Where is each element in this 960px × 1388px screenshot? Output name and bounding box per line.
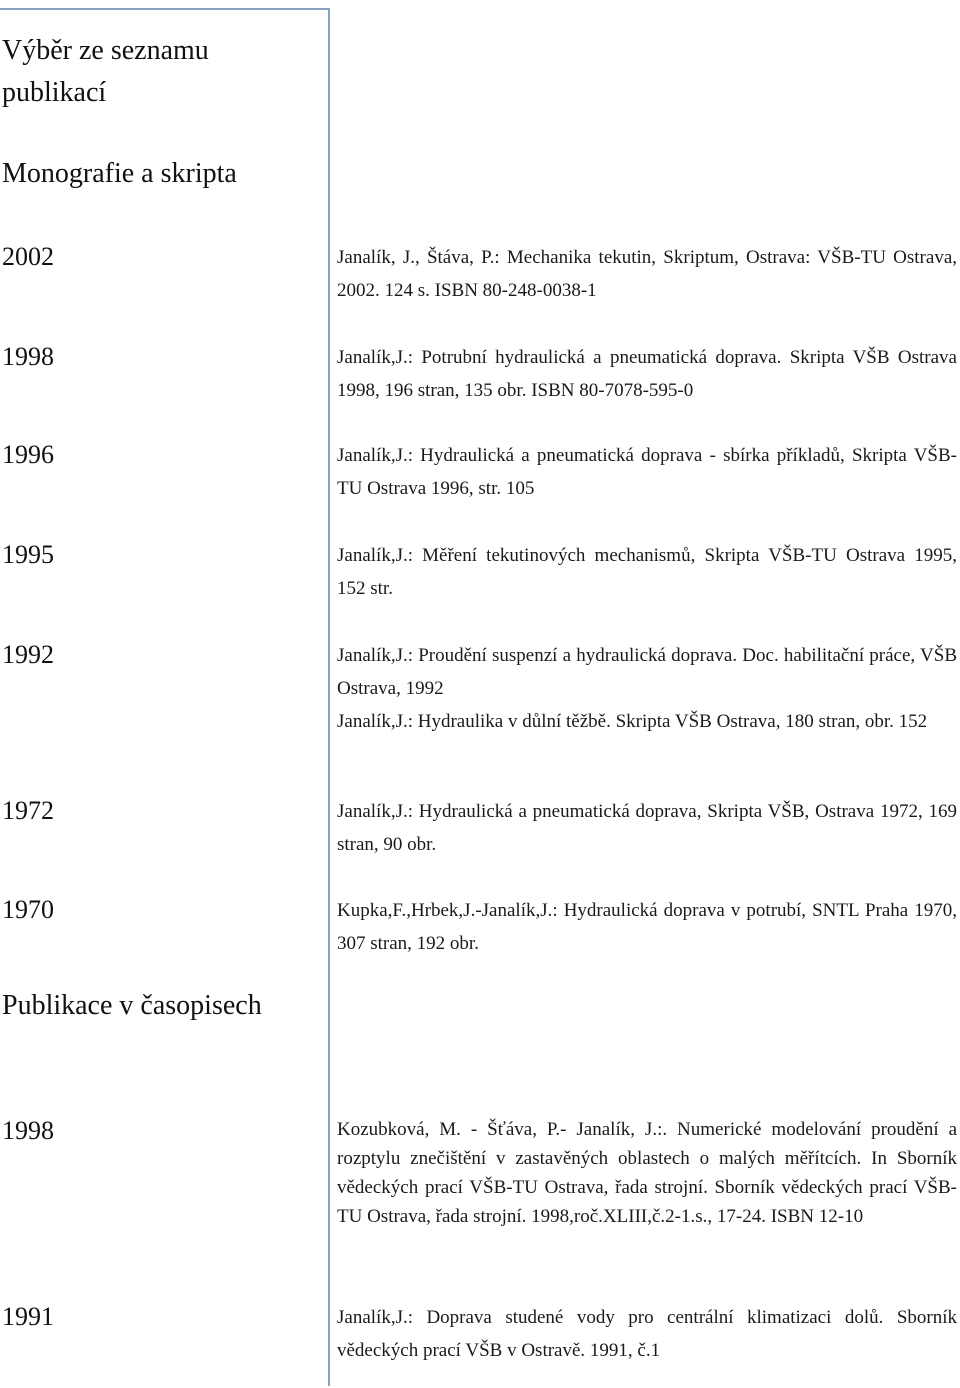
section-heading-casopisy: Publikace v časopisech (2, 990, 262, 1021)
publication-text: Kupka,F.,Hrbek,J.-Janalík,J.: Hydraulická doprava v potrubí, SNTL Praha 1970, 307 stran, 192 obr. (337, 900, 957, 954)
entry-year: 1996 (2, 440, 54, 469)
publication-entry (337, 1115, 957, 1231)
page-title-line1: Výběr ze seznamu (2, 35, 209, 66)
entry-year: 1970 (2, 895, 54, 924)
entry-year: 1998 (2, 1116, 54, 1145)
entry-year: 2002 (2, 242, 54, 271)
publication-text: Janalík,J.: Potrubní hydraulická a pneumatická doprava. Skripta VŠB Ostrava 1998, 196 stran, 135 obr. ISBN 80-7078-595-0 (337, 347, 957, 401)
publication-entry (337, 539, 957, 605)
publication-text: Janalík,J.: Hydraulická a pneumatická doprava, Skripta VŠB, Ostrava 1972, 169 stran, 90 obr. (337, 801, 957, 855)
publication-text: Janalík,J.: Hydraulika v důlní těžbě. Skripta VŠB Ostrava, 180 stran, obr. 152 (337, 711, 928, 732)
publication-entry (337, 439, 957, 505)
entry-year: 1972 (2, 796, 54, 825)
publication-entry (337, 341, 957, 407)
section-heading-monografie: Monografie a skripta (2, 158, 237, 189)
publication-entry (337, 1301, 957, 1367)
publication-text: Janalík,J.: Měření tekutinových mechanismů, Skripta VŠB-TU Ostrava 1995, 152 str. (337, 545, 957, 599)
publication-entry (337, 639, 957, 738)
publication-text: Janalík,J.: Doprava studené vody pro centrální klimatizaci dolů. Sborník vědeckých prací VŠB v Ostravě. 1991, č.1 (337, 1307, 957, 1361)
entry-year: 1992 (2, 640, 54, 669)
publication-text: Janalík,J.: Hydraulická a pneumatická doprava - sbírka příkladů, Skripta VŠB-TU Ostrava 1996, str. 105 (337, 445, 957, 499)
publication-entry (337, 241, 957, 307)
entry-year: 1998 (2, 342, 54, 371)
publication-text: Janalík, J., Štáva, P.: Mechanika tekutin, Skriptum, Ostrava: VŠB-TU Ostrava, 2002. 124 s. ISBN 80-248-0038-1 (337, 247, 957, 301)
publication-entry (337, 894, 957, 960)
top-rule (0, 8, 330, 10)
publication-text: Janalík,J.: Proudění suspenzí a hydraulická doprava. Doc. habilitační práce, VŠB Ostrava, 1992 (337, 645, 957, 699)
publication-text: Kozubková, M. - Šťáva, P.- Janalík, J.:. Numerické modelování proudění a rozptylu znečištění v zastavěných oblastech o malých měřítcích. In Sborník vědeckých prací VŠB-TU Ostrava, řada strojní. Sborník vědeckých prací VŠB-TU Ostrava, řada strojní. 1998,roč.XLIII,č.2-1.s., 17-24. ISBN 12-10 (337, 1119, 957, 1227)
page-title-line2: publikací (2, 77, 107, 108)
entry-year: 1991 (2, 1302, 54, 1331)
entry-year: 1995 (2, 540, 54, 569)
publication-entry (337, 795, 957, 861)
vertical-divider (328, 8, 330, 1386)
